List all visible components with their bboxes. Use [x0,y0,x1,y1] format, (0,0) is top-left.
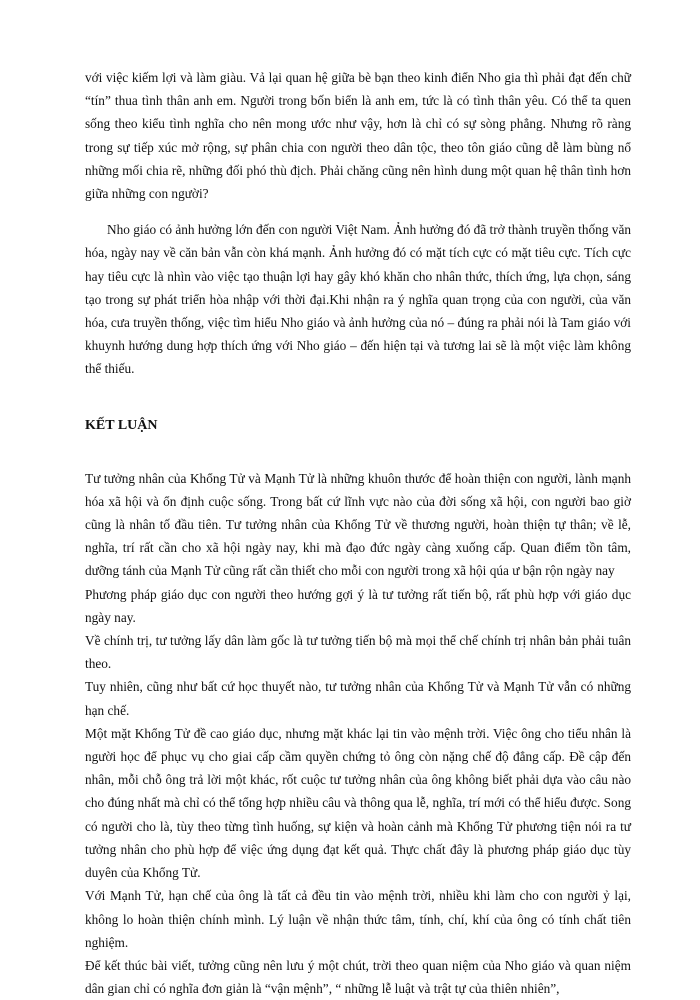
conclusion-paragraph-2: Phương pháp giáo dục con người theo hướng gợi ý là tư tưởng rất tiến bộ, rất phù hợp với giáo dục ngày nay. [85,586,631,625]
conclusion-paragraph-1: Tư tưởng nhân của Khổng Tử và Mạnh Tử là những khuôn thước để hoàn thiện con người, lành mạnh hóa xã hội và ổn định cuộc sống. Trong bất cứ lĩnh vực nào của đời sống xã hội, con người bao giờ cũng là nhân tố đầu tiên. Tư tưởng nhân của Khổng Tử về thương người, hoàn thiện tự thân; về lễ, nghĩa, trí rất cần cho xã hội ngày nay, khi mà đạo đức ngày càng xuống cấp. Quan điểm tồn tâm, dưỡng tánh của Mạnh Tử cũng rất cần thiết cho mỗi con người trong xã hội qúa ư bận rộn ngày nay [85,470,631,579]
intro-paragraph-1: với việc kiếm lợi và làm giàu. Vả lại quan hệ giữa bè bạn theo kinh điển Nho gia thì phải đạt đến chữ “tín” thua tình thân anh em. Người trong bốn biển là anh em, tức là có tình thân yêu. Có thể ta quen sống theo kiểu tình nghĩa cho nên mong ước như vậy, hơn là chỉ có sự sòng phẳng. Nhưng rõ ràng trong sự tiếp xúc mở rộng, sự phân chia con người theo dân tộc, theo tôn giáo cũng dễ làm bùng nổ những mối chia rẽ, những đối phó thù địch. Phải chăng cũng nên hình dung một quan hệ thân tình hơn giữa những con người? [85,70,631,202]
conclusion-paragraph-5: Một mặt Khổng Tử đề cao giáo dục, nhưng mặt khác lại tin vào mệnh trời. Việc ông cho tiểu nhân là người học để phục vụ cho giai cấp cầm quyền chứng tỏ ông còn nặng chế độ đẳng cấp. Đề cập đến nhân, mỗi chỗ ông trả lời một khác, rốt cuộc tư tưởng nhân của ông không biết phải dựa vào câu nào cho đúng nhất mà chỉ có thể tổng hợp nhiều câu và thông qua lễ, nghĩa, trí mới có thể hiểu được. Song có người cho là, tùy theo từng tình huống, sự kiện và hoàn cảnh mà Khổng Tử phương tiện nói ra tư tưởng nhân cho phù hợp để việc ứng dụng đạt kết quả. Thực chất đây là phương pháp giáo dục tùy duyên của Khổng Tử. [85,725,631,881]
conclusion-paragraph-6: Với Mạnh Tử, hạn chế của ông là tất cả đều tin vào mệnh trời, nhiều khi làm cho con người ỷ lại, không lo hoàn thiện chính mình. Lý luận về nhận thức tâm, tính, chí, khí của ông có tính chất tiên nghiệm. [85,888,631,950]
intro-paragraph-2: Nho giáo có ảnh hưởng lớn đến con người Việt Nam. Ảnh hưởng đó đã trở thành truyền thống văn hóa, ngày nay về căn bản vẫn còn khá mạnh. Ảnh hưởng đó có mặt tích cực có mặt tiêu cực. Tích cực hay tiêu cực là nhìn vào việc tạo thuận lợi hay gây khó khăn cho nhân thức, thích ứng, lựa chọn, sáng tạo trong sự phát triển hòa nhập với thời đại.Khi nhận ra ý nghĩa quan trọng của con người, của văn hóa, cưa truyền thống, việc tìm hiểu Nho giáo và ảnh hưởng của nó – đúng ra phải nói là Tam giáo với khuynh hướng dung hợp thích ứng với Nho giáo – đến hiện tại và tương lai sẽ là một việc làm không thể thiếu. [85,222,631,377]
conclusion-paragraph-7: Để kết thúc bài viết, tưởng cũng nên lưu ý một chút, trời theo quan niệm của Nho giáo và quan niệm dân gian chỉ có nghĩa đơn giản là “vận mệnh”, “ những lễ luật và trật tự của thiên nhiên”, [85,957,631,997]
conclusion-heading: KẾT LUẬN [85,417,158,433]
document-page [85,66,631,1000]
conclusion-paragraph-4: Tuy nhiên, cũng như bất cứ học thuyết nào, tư tưởng nhân của Khổng Tử và Mạnh Tử vẫn có những hạn chế. [85,679,631,718]
conclusion-paragraph-3: Về chính trị, tư tưởng lấy dân làm gốc là tư tưởng tiến bộ mà mọi thể chế chính trị nhân bản phải tuân theo. [85,633,631,672]
